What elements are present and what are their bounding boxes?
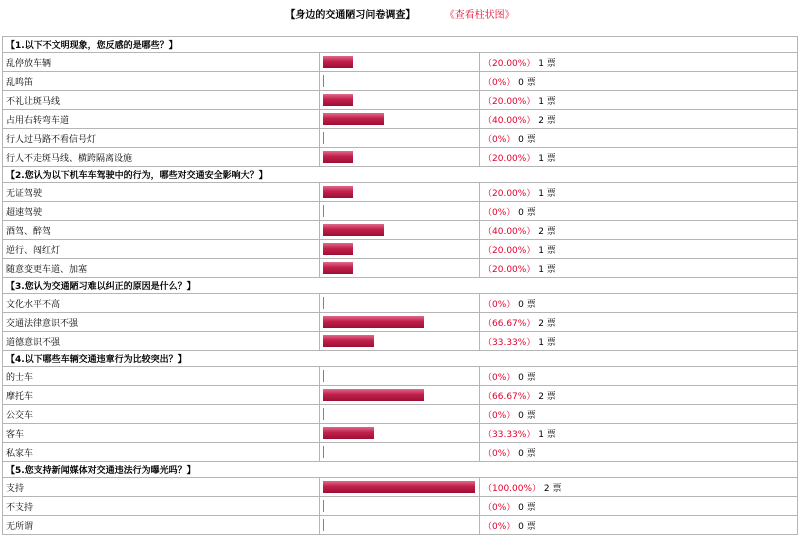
option-row xyxy=(3,53,798,72)
option-row xyxy=(3,313,798,332)
vote-count: 1 票 xyxy=(538,429,556,440)
bar-track xyxy=(323,481,476,493)
vote-bar xyxy=(323,205,324,217)
bar-track xyxy=(323,370,476,382)
vote-bar xyxy=(323,113,384,125)
option-result xyxy=(480,443,798,462)
option-result xyxy=(480,259,798,278)
vote-percentage: （0%） xyxy=(483,299,516,310)
option-row xyxy=(3,294,798,313)
option-label: 逆行、闯红灯 xyxy=(3,240,320,259)
vote-percentage: （40.00%） xyxy=(483,115,536,126)
survey-results-table xyxy=(2,36,798,535)
question-header-row xyxy=(3,462,798,478)
option-bar-cell xyxy=(320,332,480,351)
vote-bar xyxy=(323,151,353,163)
vote-percentage: （20.00%） xyxy=(483,264,536,275)
vote-count: 1 票 xyxy=(538,153,556,164)
bar-track xyxy=(323,243,476,255)
option-result xyxy=(480,221,798,240)
question-header-row xyxy=(3,37,798,53)
option-bar-cell xyxy=(320,478,480,497)
vote-count: 0 票 xyxy=(518,207,536,218)
bar-track xyxy=(323,94,476,106)
option-label: 无所谓 xyxy=(3,516,320,535)
option-result xyxy=(480,183,798,202)
option-bar-cell xyxy=(320,367,480,386)
option-result xyxy=(480,91,798,110)
bar-track xyxy=(323,408,476,420)
vote-count: 0 票 xyxy=(518,521,536,532)
option-label: 交通法律意识不强 xyxy=(3,313,320,332)
option-label: 的士车 xyxy=(3,367,320,386)
option-bar-cell xyxy=(320,424,480,443)
option-row xyxy=(3,424,798,443)
option-row xyxy=(3,386,798,405)
option-bar-cell xyxy=(320,72,480,91)
vote-bar xyxy=(323,56,353,68)
option-label: 行人过马路不看信号灯 xyxy=(3,129,320,148)
option-result xyxy=(480,294,798,313)
bar-track xyxy=(323,316,476,328)
option-result xyxy=(480,424,798,443)
vote-count: 1 票 xyxy=(538,96,556,107)
vote-bar xyxy=(323,224,384,236)
vote-bar xyxy=(323,243,353,255)
vote-percentage: （20.00%） xyxy=(483,153,536,164)
option-bar-cell xyxy=(320,129,480,148)
option-result xyxy=(480,110,798,129)
option-bar-cell xyxy=(320,240,480,259)
option-result xyxy=(480,148,798,167)
option-label: 客车 xyxy=(3,424,320,443)
option-result xyxy=(480,240,798,259)
bar-track xyxy=(323,519,476,531)
vote-count: 2 票 xyxy=(538,115,556,126)
vote-count: 0 票 xyxy=(518,134,536,145)
bar-track xyxy=(323,113,476,125)
option-bar-cell xyxy=(320,221,480,240)
option-bar-cell xyxy=(320,294,480,313)
vote-bar xyxy=(323,427,374,439)
option-bar-cell xyxy=(320,313,480,332)
vote-percentage: （33.33%） xyxy=(483,429,536,440)
vote-count: 0 票 xyxy=(518,502,536,513)
question-header-row xyxy=(3,278,798,294)
vote-count: 0 票 xyxy=(518,448,536,459)
vote-bar xyxy=(323,408,324,420)
option-result xyxy=(480,72,798,91)
option-bar-cell xyxy=(320,148,480,167)
option-label: 不支持 xyxy=(3,497,320,516)
option-result xyxy=(480,497,798,516)
option-result xyxy=(480,202,798,221)
option-result xyxy=(480,53,798,72)
vote-bar xyxy=(323,316,424,328)
bar-track xyxy=(323,297,476,309)
option-row xyxy=(3,259,798,278)
option-bar-cell xyxy=(320,516,480,535)
option-label: 无证驾驶 xyxy=(3,183,320,202)
option-row xyxy=(3,148,798,167)
option-bar-cell xyxy=(320,53,480,72)
vote-percentage: （66.67%） xyxy=(483,318,536,329)
option-label: 摩托车 xyxy=(3,386,320,405)
vote-count: 1 票 xyxy=(538,58,556,69)
option-row xyxy=(3,405,798,424)
vote-bar xyxy=(323,370,324,382)
vote-count: 2 票 xyxy=(538,318,556,329)
question-title: 【3.您认为交通陋习难以纠正的原因是什么？】 xyxy=(3,278,798,294)
vote-percentage: （0%） xyxy=(483,207,516,218)
question-title: 【2.您认为以下机车车驾驶中的行为，哪些对交通安全影响大？】 xyxy=(3,167,798,183)
vote-percentage: （0%） xyxy=(483,521,516,532)
vote-count: 2 票 xyxy=(543,483,562,494)
option-result xyxy=(480,478,798,497)
bar-track xyxy=(323,427,476,439)
vote-percentage: （0%） xyxy=(483,372,516,383)
vote-percentage: （0%） xyxy=(483,448,516,459)
option-row xyxy=(3,72,798,91)
vote-count: 0 票 xyxy=(518,372,536,383)
vote-count: 1 票 xyxy=(538,264,556,275)
option-bar-cell xyxy=(320,443,480,462)
vote-percentage: （100.00%） xyxy=(483,483,542,494)
option-label: 私家车 xyxy=(3,443,320,462)
vote-percentage: （0%） xyxy=(483,410,516,421)
option-label: 占用右转弯车道 xyxy=(3,110,320,129)
option-row xyxy=(3,91,798,110)
option-label: 文化水平不高 xyxy=(3,294,320,313)
bar-track xyxy=(323,224,476,236)
vote-count: 0 票 xyxy=(518,77,536,88)
option-bar-cell xyxy=(320,91,480,110)
question-header-row xyxy=(3,167,798,183)
option-row xyxy=(3,478,798,497)
page-title: 【身边的交通陋习问卷调查】 xyxy=(285,10,416,21)
option-bar-cell xyxy=(320,386,480,405)
question-title: 【4.以下哪些车辆交通违章行为比较突出？】 xyxy=(3,351,798,367)
question-title: 【5.您支持新闻媒体对交通违法行为曝光吗？】 xyxy=(3,462,798,478)
option-row xyxy=(3,443,798,462)
option-label: 支持 xyxy=(3,478,320,497)
bar-track xyxy=(323,446,476,458)
vote-count: 1 票 xyxy=(538,337,556,348)
option-bar-cell xyxy=(320,405,480,424)
bar-track xyxy=(323,335,476,347)
option-row xyxy=(3,497,798,516)
option-label: 行人不走斑马线、横跨隔离设施 xyxy=(3,148,320,167)
vote-percentage: （40.00%） xyxy=(483,226,536,237)
vote-bar xyxy=(323,75,324,87)
option-row xyxy=(3,110,798,129)
question-title: 【1.以下不文明现象，您反感的是哪些？】 xyxy=(3,37,798,53)
option-result xyxy=(480,516,798,535)
bar-track xyxy=(323,151,476,163)
vote-bar xyxy=(323,335,374,347)
vote-bar xyxy=(323,132,324,144)
option-row xyxy=(3,367,798,386)
option-row xyxy=(3,183,798,202)
vote-percentage: （20.00%） xyxy=(483,96,536,107)
option-bar-cell xyxy=(320,259,480,278)
option-row xyxy=(3,129,798,148)
option-result xyxy=(480,313,798,332)
vote-count: 0 票 xyxy=(518,410,536,421)
survey-results-body xyxy=(3,37,798,535)
vote-percentage: （20.00%） xyxy=(483,58,536,69)
question-header-row xyxy=(3,351,798,367)
option-row xyxy=(3,221,798,240)
bar-track xyxy=(323,205,476,217)
option-bar-cell xyxy=(320,183,480,202)
bar-track xyxy=(323,500,476,512)
option-bar-cell xyxy=(320,497,480,516)
vote-bar xyxy=(323,481,475,493)
vote-percentage: （0%） xyxy=(483,502,516,513)
bar-track xyxy=(323,56,476,68)
vote-count: 2 票 xyxy=(538,226,556,237)
option-label: 不礼让斑马线 xyxy=(3,91,320,110)
option-label: 超速驾驶 xyxy=(3,202,320,221)
page-header xyxy=(0,6,800,22)
option-label: 酒驾、醉驾 xyxy=(3,221,320,240)
option-result xyxy=(480,386,798,405)
vote-percentage: （0%） xyxy=(483,77,516,88)
option-row xyxy=(3,332,798,351)
vote-bar xyxy=(323,297,324,309)
option-result xyxy=(480,332,798,351)
vote-bar xyxy=(323,94,353,106)
vote-percentage: （0%） xyxy=(483,134,516,145)
option-label: 公交车 xyxy=(3,405,320,424)
option-result xyxy=(480,129,798,148)
option-label: 道德意识不强 xyxy=(3,332,320,351)
vote-percentage: （66.67%） xyxy=(483,391,536,402)
vote-bar xyxy=(323,446,324,458)
bar-track xyxy=(323,132,476,144)
bar-track xyxy=(323,75,476,87)
bar-track xyxy=(323,262,476,274)
option-bar-cell xyxy=(320,202,480,221)
option-row xyxy=(3,240,798,259)
vote-bar xyxy=(323,500,324,512)
vote-percentage: （20.00%） xyxy=(483,245,536,256)
vote-bar xyxy=(323,389,424,401)
option-label: 乱停放车辆 xyxy=(3,53,320,72)
vote-percentage: （33.33%） xyxy=(483,337,536,348)
view-bar-chart-link[interactable]: 《查看柱状图》 xyxy=(444,10,515,21)
option-row xyxy=(3,516,798,535)
vote-count: 1 票 xyxy=(538,188,556,199)
option-result xyxy=(480,367,798,386)
vote-count: 1 票 xyxy=(538,245,556,256)
option-label: 乱鸣笛 xyxy=(3,72,320,91)
vote-count: 0 票 xyxy=(518,299,536,310)
vote-percentage: （20.00%） xyxy=(483,188,536,199)
option-label: 随意变更车道、加塞 xyxy=(3,259,320,278)
vote-bar xyxy=(323,262,353,274)
option-bar-cell xyxy=(320,110,480,129)
bar-track xyxy=(323,389,476,401)
option-result xyxy=(480,405,798,424)
vote-bar xyxy=(323,186,353,198)
vote-bar xyxy=(323,519,324,531)
bar-track xyxy=(323,186,476,198)
vote-count: 2 票 xyxy=(538,391,556,402)
option-row xyxy=(3,202,798,221)
